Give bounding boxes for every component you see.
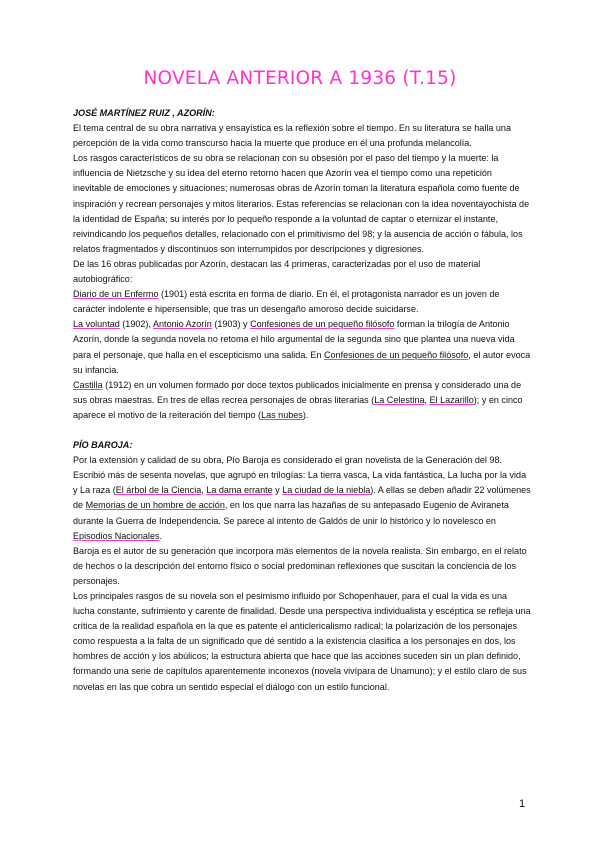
- work-title: Confesiones de un pequeño filósofo: [250, 319, 395, 330]
- text-span: (1902),: [119, 319, 153, 330]
- text-span: , en los que narra las hazañas de su antepasado Eugenio de Aviraneta durante la Guerra de Independencia. Se parece al intento de Galdós de unir lo histórico y lo novelesco en: [73, 500, 509, 526]
- work-title: Diario de un Enfermo: [73, 289, 159, 300]
- paragraph: [73, 317, 531, 377]
- text-span: .: [159, 530, 163, 541]
- text-span: ).: [302, 409, 309, 420]
- document-body: [73, 106, 531, 695]
- paragraph: Los rasgos característicos de su obra se relacionan con su obsesión por el paso del tiempo y la muerte: la influencia de Nietzsche y su idea del eterno retorno hacen que Azorín vea el tiempo como una repetición inevitable de emociones y situaciones; numerosas obras de Azorín toman la literatura española como fuente de inspiración y recrean personajes y mitos literarios. Estas referencias se relacionan con la idea noventayochista de la identidad de España; su interés por lo pequeño responde a la voluntad de captar o eternizar el instante, reivindicando los pequeños detalles, relacionado con el primitivismo del 98; y la ausencia de acción o fábula, los relatos fragmentados y discontinuos son interrumpidos por descripciones y digresiones.: [73, 153, 530, 254]
- text-span: y: [272, 485, 283, 496]
- paragraph: Los principales rasgos de su novela son el pesimismo influido por Schopenhauer, para el cual la vida es una lucha constante, sufrimiento y carente de finalidad. Desde una perspectiva individualista y escéptica se refleja una crítica de la realidad española en la que es patente el anticlericalismo radical; la polarización de los personajes como respuesta a la falta de un significado que dé sentido a la existencia clasifica a los personajes en dos, los hombres de acción y los abúlicos; la estructura abierta que hace que las acciones suceden sin un plan definido, formando una serie de capítulos aparentemente inconexos (novela vivípara de Unamuno); y el estilo claro de sus novelas en las que cobra un sentido especial el diálogo con un estilo funcional.: [73, 591, 531, 692]
- baroja-heading-text: PÍO BAROJA: [73, 440, 130, 451]
- paragraph: [73, 453, 531, 544]
- text-span: ). A ellas se deben añadir 22 volúmenes de: [73, 485, 531, 511]
- paragraph: Baroja es el autor de su generación que incorpora más elementos de la novela realista. Sin embargo, en el relato de hechos o la descripción del entorno físico o social predominan reflexiones que suscitan la conciencia de los personajes.: [73, 545, 527, 586]
- paragraph: De las 16 obras publicadas por Azorín, destacan las 4 primeras, caracterizadas por el uso de material autobiográfico:: [73, 258, 481, 285]
- work-title: Castilla: [73, 379, 103, 390]
- work-title: Confesiones de un pequeño filósofo: [323, 349, 469, 360]
- azorin-heading-text: JOSÉ MARTÍNEZ RUIZ , AZORÍN: [73, 108, 212, 118]
- work-title: La dama errante: [206, 485, 273, 496]
- work-title: El árbol de la Ciencia: [115, 485, 202, 496]
- text-span: Por la extensión y calidad de su obra, Pío Baroja es considerado el gran novelista de la Generación del 98. Escribió más de sesenta novelas, que agrupó en trilogías: La tierra vasca, La vida fantástica, La lucha por la vida y La raza (: [73, 455, 527, 496]
- text-span: (1901) está escrita en forma de diario. En él, el protagonista narrador es un joven de carácter indolente e hipersensible, que tras un desengaño amoroso decide suicidarse.: [73, 289, 500, 315]
- work-title: Episodios Nacionales: [73, 530, 160, 541]
- work-title: La Celestina: [374, 394, 425, 405]
- work-title: Antonio Azorín: [152, 319, 212, 330]
- text-span: (1903) y: [211, 319, 251, 330]
- spacer: [73, 423, 531, 438]
- section-heading-azorin: JOSÉ MARTÍNEZ RUIZ , AZORÍN:: [73, 108, 215, 118]
- text-span: ); y en cinco aparece el motivo de la reiteración del tiempo (: [73, 394, 523, 420]
- work-title: El Lazarillo: [429, 394, 474, 405]
- section-heading-baroja: PÍO BAROJA:: [73, 440, 133, 451]
- text-span: ,: [201, 485, 207, 496]
- paragraph: [73, 378, 531, 423]
- paragraph: [73, 287, 531, 317]
- text-span: ,: [424, 394, 430, 405]
- text-span: , el autor evoca su infancia.: [73, 349, 531, 375]
- work-title: La ciudad de la niebla: [282, 485, 371, 496]
- page-title: NOVELA ANTERIOR A 1936 (T.15): [143, 68, 457, 89]
- text-span: (1912) en un volumen formado por doce textos publicados inicialmente en prensa y considerado una de sus obras maestras. En tres de ellas recrea personajes de obras literarias (: [73, 379, 522, 405]
- work-title: La voluntad: [73, 319, 120, 330]
- page-number: 1: [519, 798, 526, 810]
- work-title: Memorias de un hombre de acción: [85, 500, 225, 511]
- work-title: Las nubes: [261, 409, 303, 420]
- paragraph: El tema central de su obra narrativa y ensayística es la reflexión sobre el tiempo. En su literatura se halla una percepción de la vida como transcurso hacia la muerte que produce en él una profunda melancolía.: [73, 123, 511, 149]
- text-span: forman la trilogía de Antonio Azorín, donde la segunda novela no retoma el hilo argumental de la segunda sino que plantea una nueva vida para el personaje, que halla en el escepticismo una salida. En: [73, 319, 515, 360]
